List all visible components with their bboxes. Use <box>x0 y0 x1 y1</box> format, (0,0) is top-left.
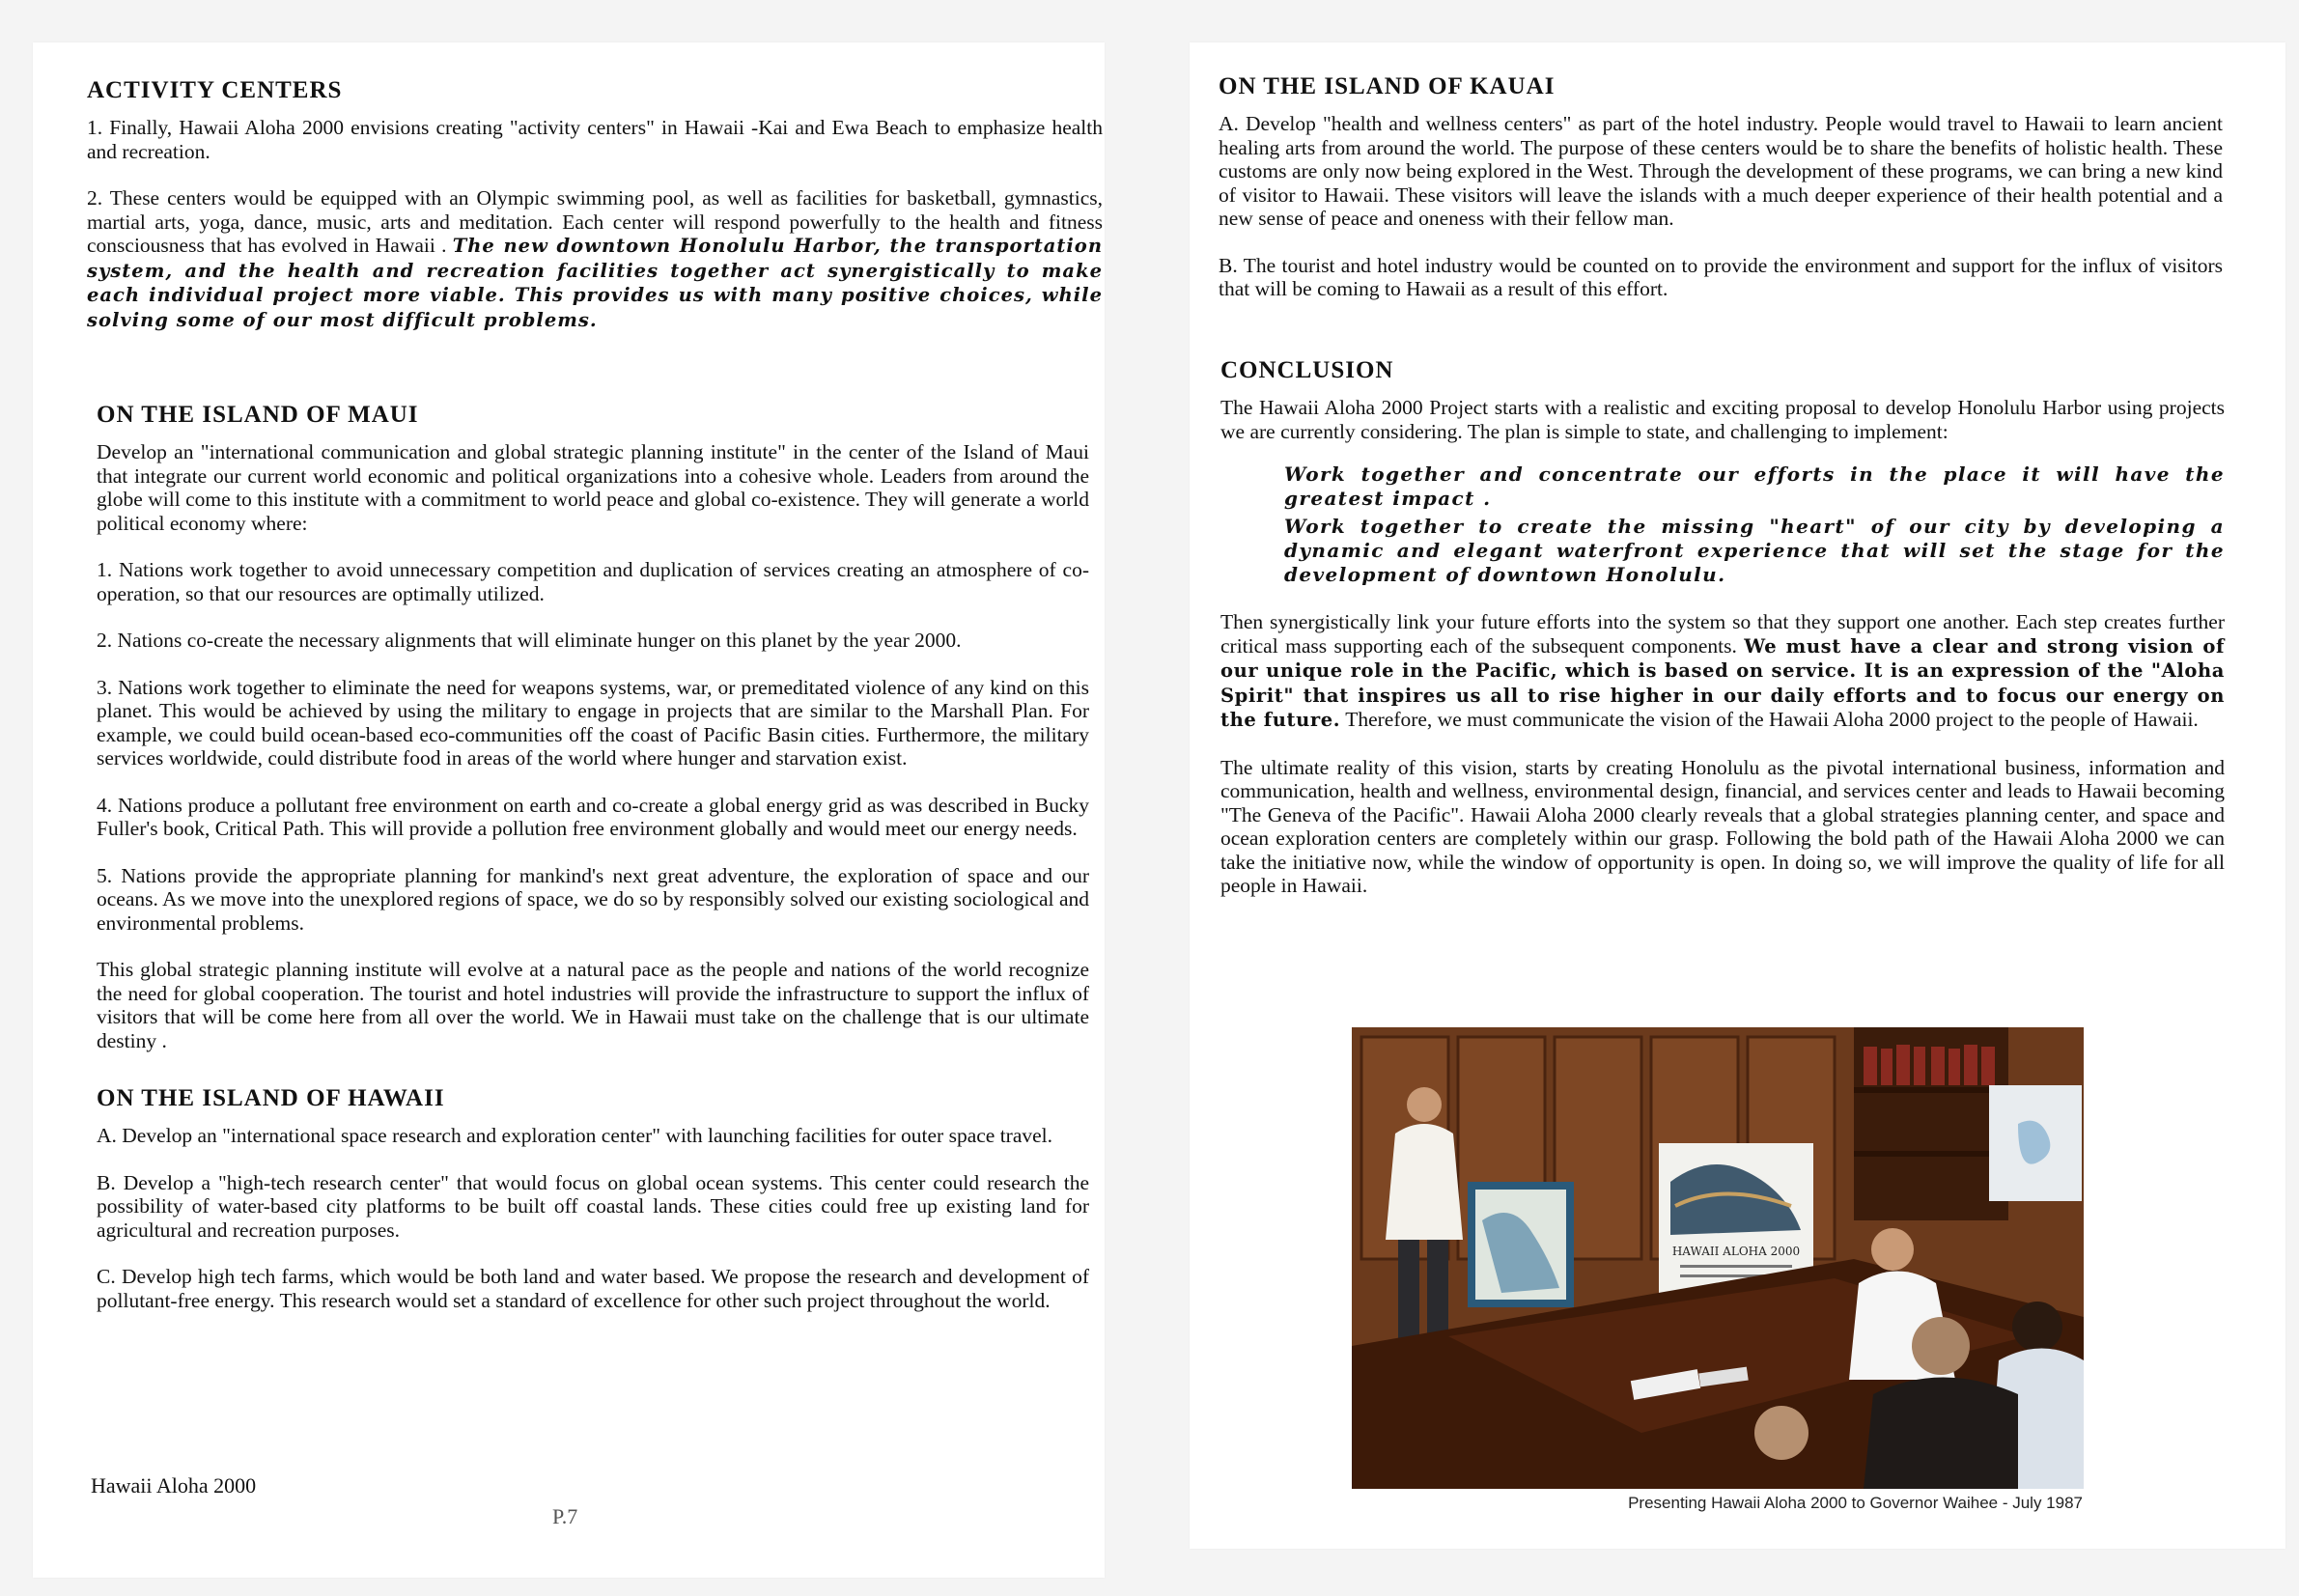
kauai-section <box>1219 73 2223 324</box>
maui-item: 2. Nations co-create the necessary alignments that will eliminate hunger on this planet by the year 2000. <box>97 629 962 652</box>
conclusion-paragraph-2-text-a: Then synergistically link your future efforts into the system so that they support one another. Each step creates further critical mass supporting each of the subsequent components. <box>1220 610 2225 658</box>
kauai-heading: ON THE ISLAND OF KAUAI <box>1219 73 1556 99</box>
activity-paragraph-1: 1. Finally, Hawaii Aloha 2000 envisions creating "activity centers" in Hawaii -Kai and Ewa Beach to emphasize health and recreation. <box>87 116 1103 163</box>
conclusion-paragraph-2-emphasis: We must have a clear and strong vision of our unique role in the Pacific, which is based on service. It is an expression of the "Aloha Spirit" that inspires us all to rise higher in our daily efforts and to focus our energy on the future. <box>1220 634 2225 731</box>
activity-centers-heading: ACTIVITY CENTERS <box>87 77 343 103</box>
maui-item: 1. Nations work together to avoid unnecessary competition and duplication of services creating an atmosphere of co-operation, so that our resources are optimally utilized. <box>97 558 1089 605</box>
conclusion-paragraph-2 <box>1220 610 2225 733</box>
photo-caption: Presenting Hawaii Aloha 2000 to Governor Waihee - July 1987 <box>1628 1494 2083 1512</box>
maui-closing: This global strategic planning institute will evolve at a natural pace as the people and nations of the world recognize the need for global cooperation. The tourist and hotel industries will provide the infrastructure to support the influx of visitors that will be come here from all over the world. We in Hawaii must take on the challenge that is our ultimate destiny . <box>97 958 1089 1052</box>
presentation-photo <box>1352 1027 2084 1489</box>
maui-heading: ON THE ISLAND OF MAUI <box>97 402 419 428</box>
activity-paragraph-2 <box>87 186 1103 332</box>
conclusion-paragraph-3: The ultimate reality of this vision, starts by creating Honolulu as the pivotal international business, information and communication, health and wellness, environmental design, financial, and services center and leads to Hawaii becoming "The Geneva of the Pacific". Hawaii Aloha 2000 clearly reveals that a global strategies planning center, and space and ocean exploration centers are completely within our grasp. Following the bold path of the Hawaii Aloha 2000 we can take the initiative now, while the window of opportunity is open. In doing so, we will improve the quality of life for all people in Hawaii. <box>1220 755 2225 897</box>
conclusion-quote-1: Work together and concentrate our efforts in the place it will have the greatest impact . <box>1284 462 2225 510</box>
conclusion-quote-2: Work together to create the missing "heart" of our city by developing a dynamic and elegant waterfront experience that will set the stage for the development of downtown Honolulu. <box>1284 515 2225 586</box>
maui-item: 3. Nations work together to eliminate the need for weapons systems, war, or premeditated violence of any kind on this planet. This would be achieved by using the military to engage in projects that are similar to the Marshall Plan. For example, we could build ocean-based eco-communities off the coast of Pacific Basin cities. Furthermore, the military services worldwide, could distribute food in areas of the world where hunger and starvation exist. <box>97 675 1089 770</box>
maui-item: 5. Nations provide the appropriate planning for mankind's next great adventure, the exploration of space and our oceans. As we move into the unexplored regions of space, we do so by responsibly solved our existing sociological and environmental problems. <box>97 863 1089 935</box>
kauai-item: A. Develop "health and wellness centers" as part of the hotel industry. People would travel to Hawaii to learn ancient healing arts from around the world. The purpose of these centers would be to share the benefits of holistic health. These customs are only now being explored in the West. Through the development of these programs, we can bring a new kind of visitor to Hawaii. These visitors will leave the islands with a much deeper experience of their health potential and a new sense of peace and oneness with their fellow man. <box>1219 112 2223 230</box>
hawaii-heading: ON THE ISLAND OF HAWAII <box>97 1085 445 1111</box>
conclusion-paragraph-2-text-b: Therefore, we must communicate the vision of the Hawaii Aloha 2000 project to the people of Hawaii. <box>1340 708 2199 731</box>
activity-paragraph-2-emphasis: The new downtown Honolulu Harbor, the transportation system, and the health and recreation facilities together act synergistically to make each individual project more viable. This provides us with many positive choices, while solving some of our most difficult problems. <box>87 235 1103 331</box>
conclusion-section <box>1220 357 2225 921</box>
right-page <box>1190 42 2285 1549</box>
left-page <box>33 42 1105 1578</box>
poster-title: HAWAII ALOHA 2000 <box>1671 1245 1801 1258</box>
hawaii-item: A. Develop an "international space research and exploration center" with launching facilities for outer space travel. <box>97 1124 1053 1147</box>
maui-intro: Develop an "international communication and global strategic planning institute" in the center of the Island of Maui that integrate our current world economic and political organizations into a cohesive whole. Leaders from around the globe will come to this institute with a commitment to world peace and global co-existence. They will generate a world political economy where: <box>97 440 1089 535</box>
kauai-item: B. The tourist and hotel industry would be counted on to provide the environment and support for the influx of visitors that will be coming to Hawaii as a result of this effort. <box>1219 253 2223 300</box>
hawaii-item: B. Develop a "high-tech research center" that would focus on global ocean systems. This center could research the possibility of water-based city platforms to be built off coastal lands. These cities could free up existing land for agricultural and recreation purposes. <box>97 1170 1089 1242</box>
hawaii-item: C. Develop high tech farms, which would be both land and water based. We propose the research and development of pollutant-free energy. This research would set a standard of excellence for other such project throughout the world. <box>97 1265 1089 1312</box>
activity-paragraph-2-text: 2. These centers would be equipped with an Olympic swimming pool, as well as facilities for basketball, gymnastics, martial arts, yoga, dance, music, arts and meditation. Each center will respond powerfully to the health and fitness consciousness that has evolved in Hawaii . <box>87 186 1103 257</box>
conclusion-paragraph-1: The Hawaii Aloha 2000 Project starts with a realistic and exciting proposal to develop Honolulu Harbor using projects we are currently considering. The plan is simple to state, and challenging to implement: <box>1220 396 2225 443</box>
maui-section <box>97 402 1089 1335</box>
footer-title: Hawaii Aloha 2000 <box>91 1473 257 1498</box>
page-number: P.7 <box>552 1504 578 1528</box>
conclusion-heading: CONCLUSION <box>1220 357 1394 383</box>
presentation-photo-illustration <box>1352 1027 2084 1489</box>
activity-centers-section <box>87 77 1103 361</box>
maui-item: 4. Nations produce a pollutant free environment on earth and co-create a global energy grid as was described in Bucky Fuller's book, Critical Path. This will provide a pollution free environment globally and would meet our energy needs. <box>97 793 1089 840</box>
